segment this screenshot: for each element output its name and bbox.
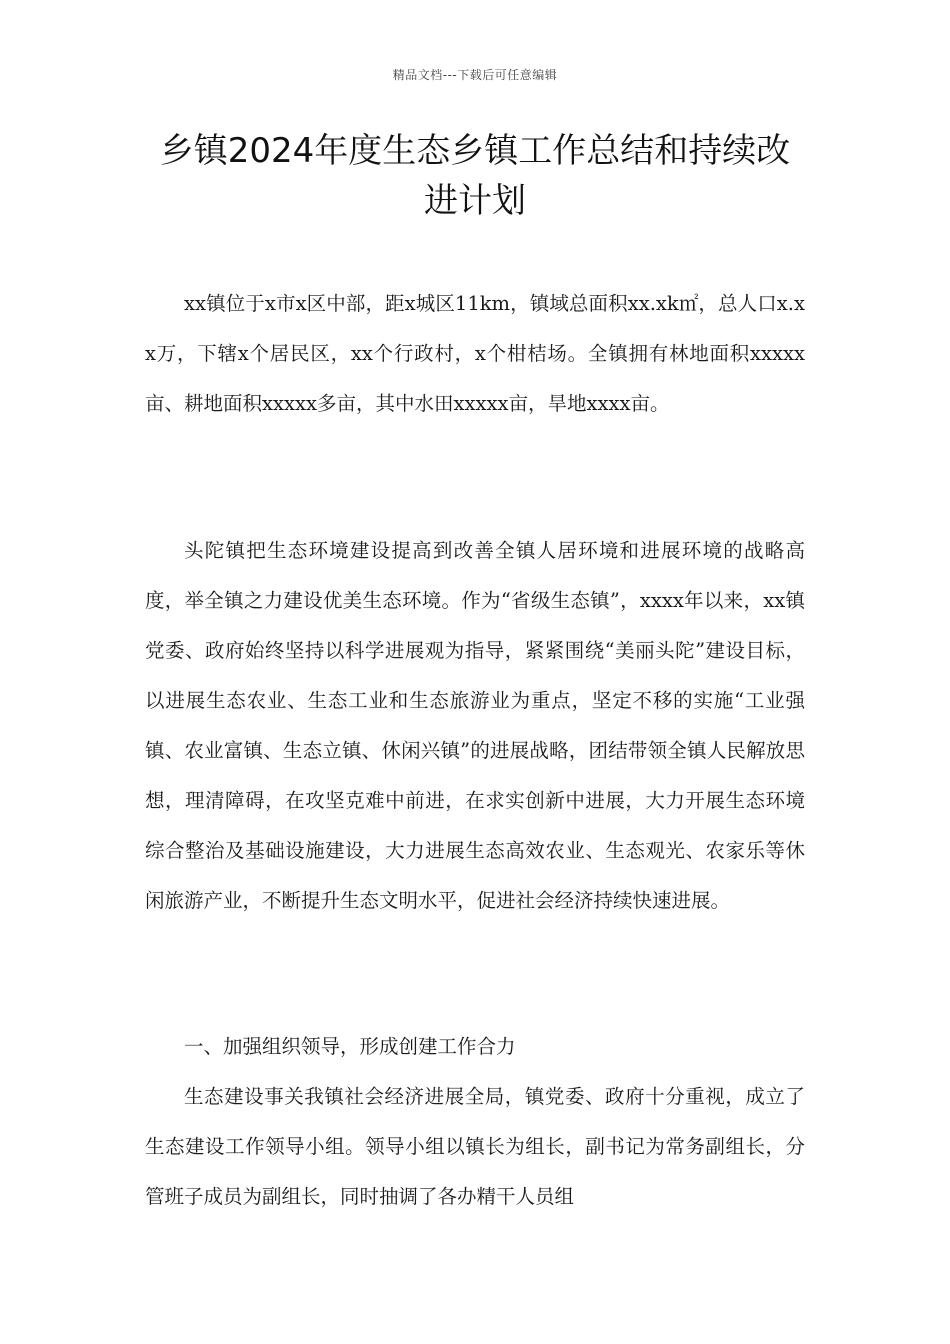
paragraph-ecological-strategy: 头陀镇把生态环境建设提高到改善全镇人居环境和进展环境的战略高度，举全镇之力建设优美生态环境。作为“省级生态镇”，xxxx年以来，xx镇党委、政府始终坚持以科学进展观为指导，紧紧围绕“美丽头陀”建设目标，以进展生态农业、生态工业和生态旅游业为重点，坚定不移的实施“工业强镇、农业富镇、生态立镇、休闲兴镇”的进展战略，团结带领全镇人民解放思想，理清障碍，在攻坚克难中前进，在求实创新中进展，大力开展生态环境综合整治及基础设施建设，大力进展生态高效农业、生态观光、农家乐等休闲旅游产业，不断提升生态文明水平，促进社会经济持续快速进展。 <box>145 539 805 912</box>
paragraph-leadership-group: 生态建设事关我镇社会经济进展全局，镇党委、政府十分重视，成立了生态建设工作领导小组。领导小组以镇长为组长，副书记为常务副组长，分管班子成员为副组长，同时抽调了各办精干人员组 <box>145 1085 805 1208</box>
section-heading-organization: 一、加强组织领导，形成创建工作合力 <box>184 1035 516 1058</box>
paragraph-town-overview: xx镇位于x市x区中部，距x城区11km，镇域总面积xx.xk㎡，总人口x.xx万，下辖x个居民区，xx个行政村，x个柑桔场。全镇拥有林地面积xxxxx亩、耕地面积xxxxx多亩，其中水田xxxxx亩，旱地xxxx亩。 <box>145 292 805 415</box>
document-title: 乡镇2024年度生态乡镇工作总结和持续改进计划 <box>159 131 791 221</box>
header-note: 精品文档---下载后可任意编辑 <box>392 68 558 82</box>
